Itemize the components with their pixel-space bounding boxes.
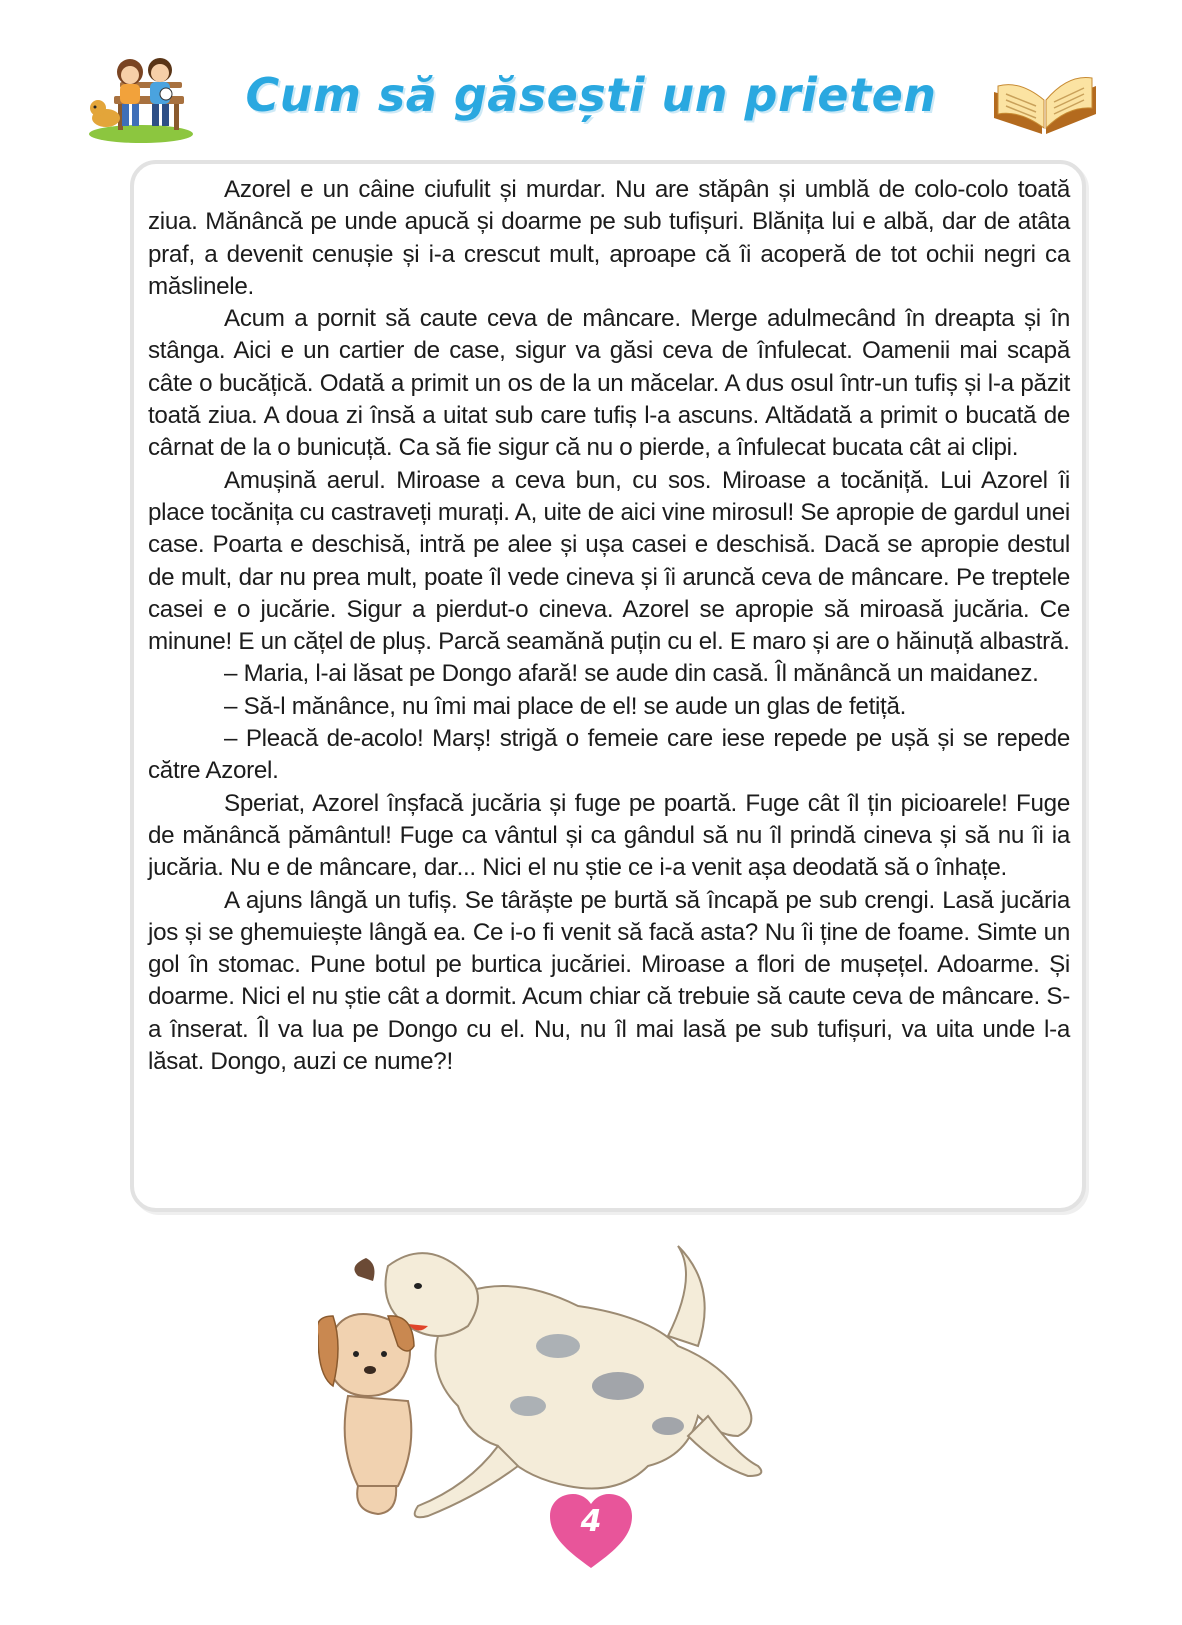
- story-paragraph: Acum a pornit să caute ceva de mâncare. Merge adulmecând în dreapta și în stânga. Aici e un cartier de case, sigur va găsi ceva de înfulecat. Oamenii mai scapă câte o bucățică. Odată a primit un os de la un măcelar. A dus osul într-un tufiș și l-a păzit toată ziua. A doua zi însă a uitat sub care tufiș l-a ascuns. Altădată a primit o bucată de cârnat de la o bunicuță. Ca să fie sigur că nu o pierde, a înfulecat bucata cât ai clipi.: [148, 305, 1070, 462]
- story-paragraph: A ajuns lângă un tufiș. Se târăște pe burtă să încapă pe sub crengi. Lasă jucăria jos și se ghemuiește lângă ea. Ce i-o fi venit să facă asta? Nu îi ține de foame. Simte un gol în stomac. Pune botul pe burtica jucăriei. Miroase a flori de mușețel. Adoarme. Și doarme. Nici el nu știe cât a dormit. Acum chiar că trebuie să caute ceva de mâncare. S-a înserat. Îl va lua pe Dongo cu el. Nu, nu îl mai lasă pe sub tufișuri, va uita unde l-a lăsat. Dongo, auzi ce nume?!: [148, 886, 1070, 1076]
- story-paragraph: Speriat, Azorel înșfacă jucăria și fuge pe poartă. Fuge cât îl țin picioarele! Fuge de mănâncă pământul! Fuge ca vântul și ca gândul să nu îl prindă cineva și să nu îi ia jucăria. Nu e de mâncare, dar... Nici el nu știe ce i-a venit așa deodată să o înhațe.: [148, 789, 1070, 882]
- page-header: [0, 0, 1182, 160]
- story-paragraph: – Să-l mănânce, nu îmi mai place de el! se aude un glas de fetiță.: [224, 692, 907, 720]
- story-paragraph: Amușină aerul. Miroase a ceva bun, cu sos. Miroase a tocăniță. Lui Azorel îi place tocănița cu castraveți murați. A, uite de aici vine mirosul! Se apropie de gardul unei case. Poarta e deschisă, intră pe alee și ușa casei e deschisă. Dacă se apropie destul de mult, dar nu prea mult, poate îl vede cineva și îi aruncă ceva de mâncare. Pe treptele casei e o jucărie. Sigur a pierdut-o cineva. Azorel se apropie să miroasă jucăria. Ce minune! E un cățel de pluș. Parcă seamănă puțin cu el. E maro și are o hăinuță albastră.: [148, 466, 1070, 656]
- story-box: [130, 160, 1086, 1212]
- story-text: [148, 174, 1070, 1078]
- story-paragraph: Azorel e un câine ciufulit și murdar. Nu are stăpân și umblă de colo-colo toată ziua. Mănâncă pe unde apucă și doarme pe sub tufișuri. Blănița lui e albă, dar de atâta praf, a devenit cenușie și i-a crescut mult, aproape că îi acoperă de tot ochii negri ca măslinele.: [148, 176, 1070, 300]
- page-number: 4: [580, 1504, 602, 1539]
- story-paragraph: – Pleacă de-acolo! Marș! strigă o femeie care iese repede pe ușă și se repede către Azorel.: [148, 725, 1070, 785]
- open-book-icon: [990, 66, 1100, 138]
- story-paragraph: – Maria, l-ai lăsat pe Dongo afară! se aude din casă. Îl mănâncă un maidanez.: [224, 660, 1039, 688]
- page-title: Cum să găsești un prieten: [245, 68, 937, 122]
